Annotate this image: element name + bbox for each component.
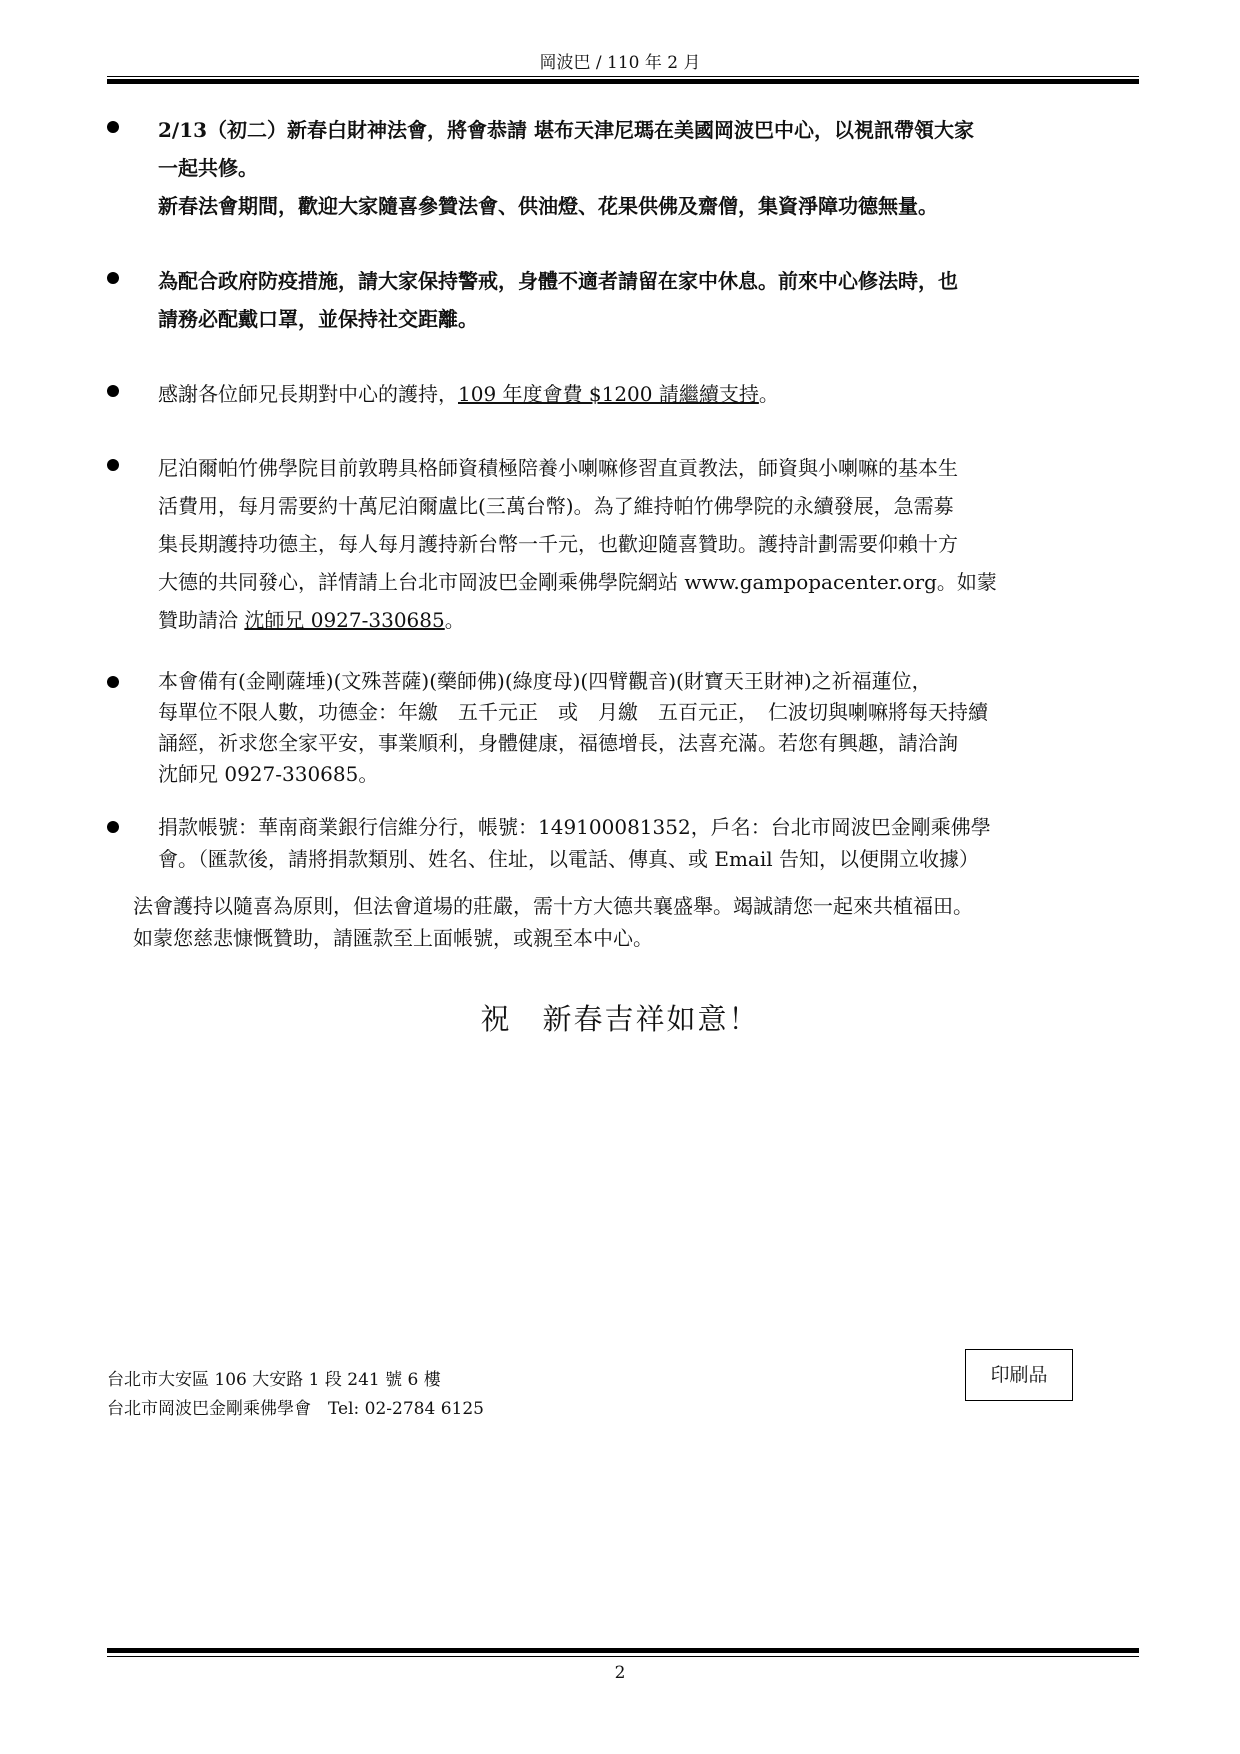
closing-paragraph xyxy=(133,890,1153,954)
contact-prefix: 贊助請洽 xyxy=(158,608,245,632)
bullet-icon xyxy=(107,676,119,688)
bullet-line: 為配合政府防疫措施，請大家保持警戒，身體不適者請留在家中休息。前來中心修法時，也 xyxy=(158,269,958,293)
closing-line: 如蒙您慈悲慷慨贊助，請匯款至上面帳號，或親至本中心。 xyxy=(133,926,653,950)
bullet-line: 一起共修。 xyxy=(158,156,258,180)
bullet-line: 2/13（初二）新春白財神法會，將會恭請 堪布天津尼瑪在美國岡波巴中心，以視訊帶領大家 xyxy=(158,118,975,142)
bullet-icon xyxy=(107,121,119,133)
footer-address: 台北市大安區 106 大安路 1 段 241 號 6 樓 xyxy=(107,1370,441,1390)
header-rule-thick xyxy=(107,79,1139,84)
bullet-line: 捐款帳號：華南商業銀行信維分行，帳號：149100081352，戶名：台北市岡波巴金剛乘佛學 xyxy=(158,815,991,839)
bullet-line: 新春法會期間，歡迎大家隨喜參贊法會、供油燈、花果供佛及齋僧，集資淨障功德無量。 xyxy=(158,194,938,218)
page-number: 2 xyxy=(614,1663,626,1683)
fee-suffix: 。 xyxy=(758,382,779,406)
bullet-line: 每單位不限人數，功德金：年繳 五千元正 或 月繳 五百元正， 仁波切與喇嘛將每天持續 xyxy=(158,700,988,724)
footer-rule-thin xyxy=(107,1656,1139,1657)
header-rule-thin xyxy=(107,76,1139,77)
fee-underlined: 109 年度會費 $1200 請繼續支持 xyxy=(458,382,759,406)
contact-underlined: 沈師兄 0927-330685 xyxy=(244,608,445,632)
bullet-icon xyxy=(107,272,119,284)
bullet-icon xyxy=(107,385,119,397)
fee-prefix: 感謝各位師兄長期對中心的護持， xyxy=(158,382,458,406)
bullet-line: 誦經，祈求您全家平安，事業順利，身體健康，福德增長，法喜充滿。若您有興趣，請洽詢 xyxy=(158,731,958,755)
bullet-line: 尼泊爾帕竹佛學院目前敦聘具格師資積極陪養小喇嘛修習直貢教法，師資與小喇嘛的基本生 xyxy=(158,456,958,480)
bullet-line: 活費用，每月需要約十萬尼泊爾盧比(三萬台幣)。為了維持帕竹佛學院的永續發展，急需募 xyxy=(158,494,954,518)
footer-address-block xyxy=(107,1366,484,1424)
footer-rule-thick xyxy=(107,1648,1139,1653)
bullet-icon xyxy=(107,821,119,833)
bullet-icon xyxy=(107,459,119,471)
bullet-line: 本會備有(金剛薩埵)(文殊菩薩)(藥師佛)(綠度母)(四臂觀音)(財寶天王財神)之祈福蓮位， xyxy=(158,669,932,693)
footer-org-tel: 台北市岡波巴金剛乘佛學會 Tel: 02-2784 6125 xyxy=(107,1399,484,1419)
closing-line: 法會護持以隨喜為原則，但法會道場的莊嚴，需十方大德共襄盛舉。竭誠請您一起來共植福田。 xyxy=(133,894,973,918)
bullet-line: 大德的共同發心，詳情請上台北市岡波巴金剛乘佛學院網站 www.gampopacenter.org。如蒙 xyxy=(158,570,997,594)
printed-matter-stamp: 印刷品 xyxy=(965,1349,1073,1401)
bullet-line: 沈師兄 0927-330685。 xyxy=(158,762,379,786)
header-title: 岡波巴 / 110 年 2 月 xyxy=(539,53,701,73)
contact-suffix: 。 xyxy=(444,608,465,632)
bullet-line: 集長期護持功德主，每人每月護持新台幣一千元，也歡迎隨喜贊助。護持計劃需要仰賴十方 xyxy=(158,532,958,556)
greeting: 祝 新春吉祥如意！ xyxy=(480,1002,760,1036)
bullet-line: 會。（匯款後，請將捐款類別、姓名、住址，以電話、傳真、或 Email 告知，以便開立收據） xyxy=(158,847,979,871)
bullet-line: 請務必配戴口罩，並保持社交距離。 xyxy=(158,307,478,331)
